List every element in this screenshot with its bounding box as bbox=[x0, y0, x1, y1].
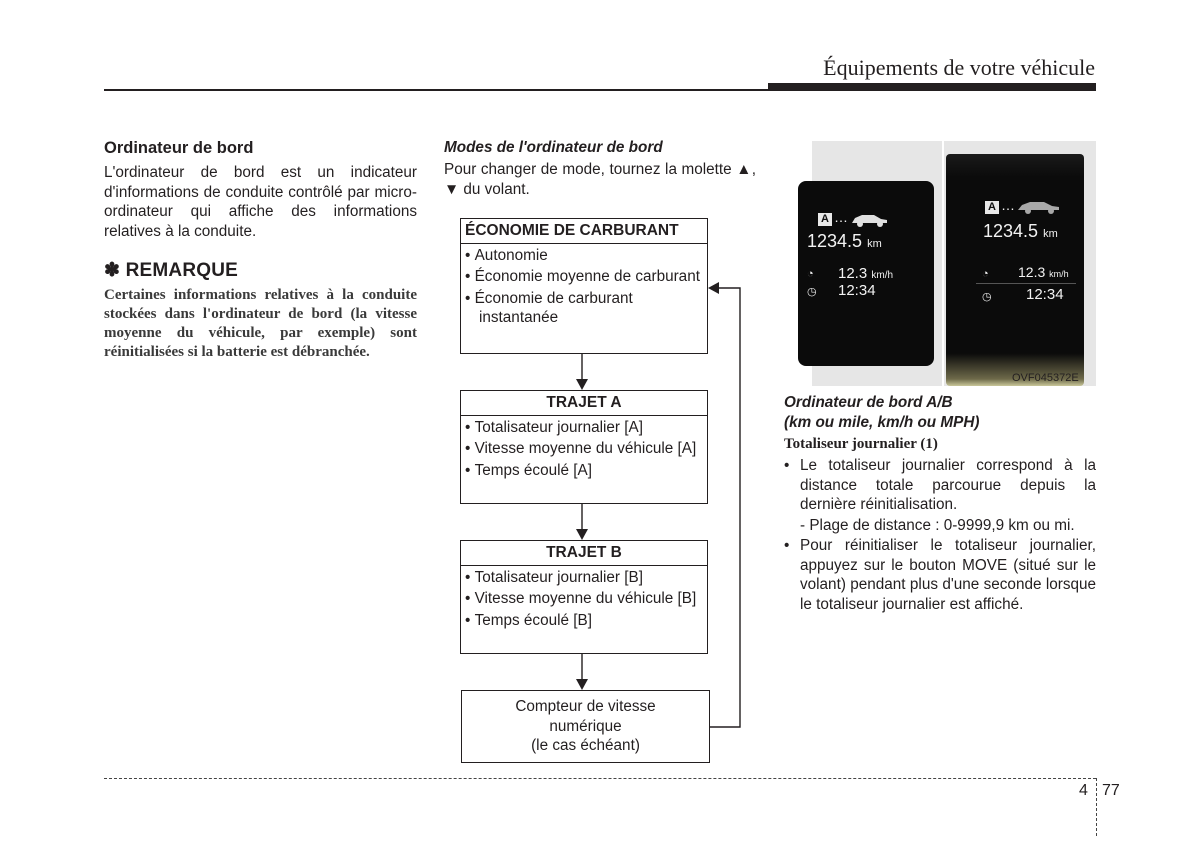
display-divider bbox=[976, 283, 1076, 284]
flow-box-item: • Totalisateur journalier [A] bbox=[465, 418, 703, 438]
flow-box-item: • Économie moyenne de carburant bbox=[465, 267, 703, 287]
flow-box-title: TRAJET A bbox=[461, 391, 707, 416]
flow-box-item: • Vitesse moyenne du véhicule [B] bbox=[465, 589, 703, 609]
speed-unit: km/h bbox=[1049, 269, 1069, 279]
modes-title: Modes de l'ordinateur de bord bbox=[444, 139, 663, 156]
arrow-left-head bbox=[708, 282, 719, 294]
cluster-screen bbox=[946, 154, 1084, 386]
footer-dashed-rule bbox=[104, 778, 1096, 779]
figure-caption bbox=[784, 393, 1096, 433]
remark-text: Certaines informations relatives à la conduite stockées dans l'ordinateur de bord (la vitesse moyenne du véhicule, par exemple) sont réinitialisées si la batterie est débranchée. bbox=[104, 287, 417, 360]
caption-line: Ordinateur de bord A/B bbox=[784, 394, 953, 411]
avg-speed bbox=[838, 265, 893, 282]
flow-box-title: TRAJET B bbox=[461, 541, 707, 566]
distance-value bbox=[983, 221, 1058, 242]
trip-odometer-subtitle: Totaliseur journalier (1) bbox=[784, 436, 938, 452]
flow-box-line: numérique bbox=[549, 717, 622, 735]
flow-box-line: Compteur de vitesse bbox=[515, 698, 656, 715]
flow-box-item: • Économie de carburant instantanée bbox=[465, 289, 703, 328]
speed-icon: ◔ bbox=[807, 268, 814, 280]
flow-box-title: ÉCONOMIE DE CARBURANT bbox=[461, 219, 707, 244]
figure-code: OVF045372E bbox=[1012, 372, 1079, 384]
car-icon bbox=[850, 211, 890, 227]
trip-badge: A bbox=[985, 201, 999, 214]
avg-speed bbox=[1018, 264, 1069, 280]
arrow-return-connector bbox=[710, 288, 740, 727]
elapsed-time: 12:34 bbox=[1026, 286, 1064, 303]
speed-number: 12.3 bbox=[1018, 264, 1046, 280]
list-item: • Le totaliseur journalier correspond à la distance totale parcourue depuis la dernière réinitialisation. bbox=[784, 456, 1096, 515]
clock-icon: ◷ bbox=[807, 286, 817, 298]
speed-unit: km/h bbox=[871, 270, 894, 281]
distance-unit: km bbox=[1043, 228, 1058, 240]
intro-paragraph: L'ordinateur de bord est un indicateur d'informations de conduite contrôlé par micro-ordinateur qui affiche des informations relatives à la conduite. bbox=[104, 164, 417, 240]
flow-box-item: • Totalisateur journalier [B] bbox=[465, 568, 703, 588]
footer-vertical-rule bbox=[1096, 778, 1097, 836]
trip-badge: A bbox=[818, 213, 832, 226]
flow-box-item: • Autonomie bbox=[465, 246, 703, 266]
section-title-ordinateur: Ordinateur de bord bbox=[104, 139, 254, 157]
flow-box-line: (le cas échéant) bbox=[531, 737, 640, 754]
speed-icon: ◔ bbox=[982, 268, 989, 280]
arrow-down-head bbox=[576, 529, 588, 540]
chapter-number: 4 bbox=[1079, 782, 1088, 799]
distance-number: 1234.5 bbox=[807, 231, 863, 251]
list-subitem: - Plage de distance : 0-9999,9 km ou mi. bbox=[800, 516, 1075, 534]
page-header-title: Équipements de votre véhicule bbox=[823, 55, 1095, 80]
distance-number: 1234.5 bbox=[983, 221, 1039, 241]
elapsed-time: 12:34 bbox=[838, 282, 876, 299]
modes-intro: Pour changer de mode, tournez la molette ▲, ▼ du volant. bbox=[444, 161, 756, 198]
remark-title: ✽ REMARQUE bbox=[104, 260, 239, 281]
caption-line: (km ou mile, km/h ou MPH) bbox=[784, 414, 980, 431]
arrow-down-head bbox=[576, 379, 588, 390]
list-item: • Pour réinitialiser le totaliseur journalier, appuyez sur le bouton MOVE (situé sur le volant) pendant plus d'une seconde lorsque le totaliseur journalier est affiché. bbox=[784, 536, 1096, 614]
ellipsis-text: … bbox=[1001, 197, 1015, 213]
flow-box-item: • Temps écoulé [B] bbox=[465, 611, 703, 631]
ellipsis-text: … bbox=[834, 209, 848, 225]
trip-odometer-list bbox=[784, 456, 1096, 615]
arrow-down-head bbox=[576, 679, 588, 690]
car-icon bbox=[1016, 198, 1062, 214]
display-photo-right bbox=[944, 141, 1096, 386]
speed-number: 12.3 bbox=[838, 265, 868, 282]
clock-icon: ◷ bbox=[982, 291, 992, 303]
display-photo-left bbox=[807, 141, 942, 386]
flow-box-item: • Vitesse moyenne du véhicule [A] bbox=[465, 439, 703, 459]
page-number: 77 bbox=[1102, 782, 1120, 799]
distance-value bbox=[807, 231, 882, 252]
distance-unit: km bbox=[867, 238, 882, 250]
cluster-screen bbox=[798, 181, 934, 366]
flow-box-item: • Temps écoulé [A] bbox=[465, 461, 703, 481]
